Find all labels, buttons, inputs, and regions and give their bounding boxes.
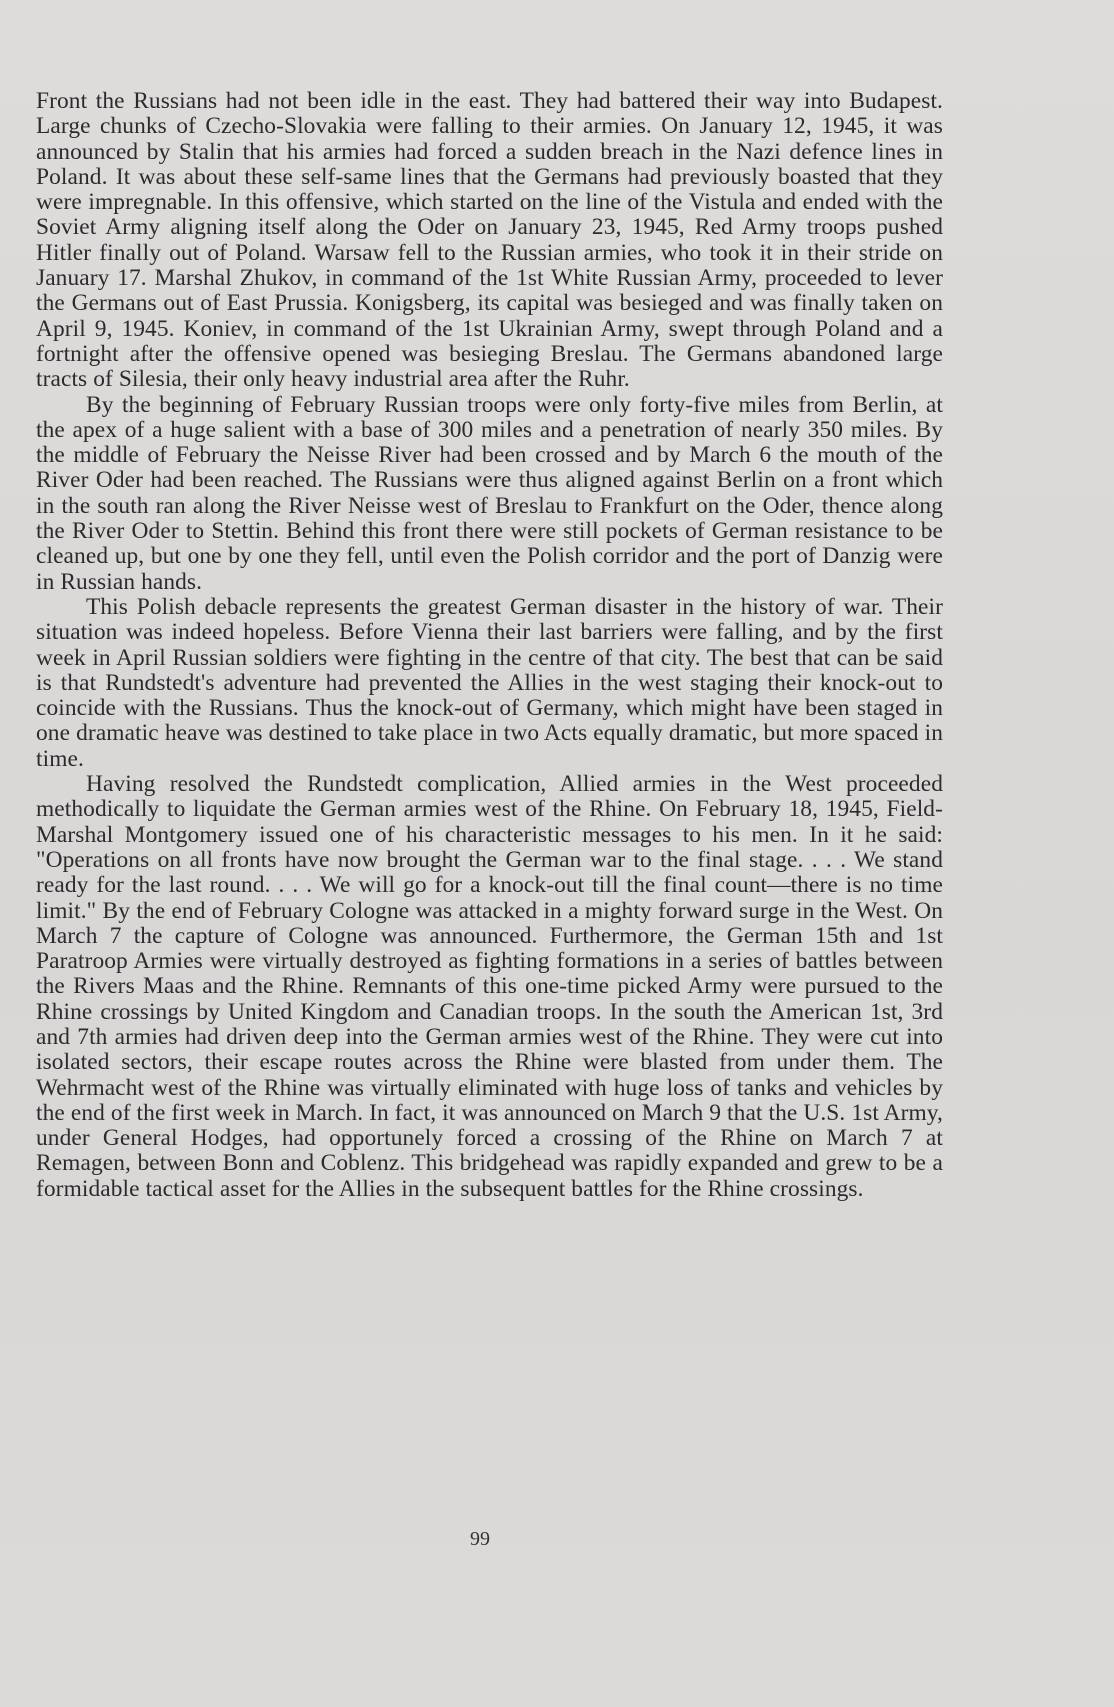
page-number: 99 (470, 1528, 490, 1550)
paragraph-2: By the beginning of February Russian troops were only forty-five miles from Berlin, at the apex of a huge salient with a base of 300 miles and a penetration of nearly 350 miles. By the middle of February the Neisse River had been crossed and by March 6 the mouth of the River Oder had been reached. The Russians were thus aligned against Berlin on a front which in the south ran along the River Neisse west of Breslau to Frankfurt on the Oder, thence along the River Oder to Stettin. Behind this front there were still pockets of German resistance to be cleaned up, but one by one they fell, until even the Polish corridor and the port of Danzig were in Russian hands. (36, 391, 943, 595)
paragraph-4: Having resolved the Rundstedt complication, Allied armies in the West proceeded methodically to liquidate the German armies west of the Rhine. On February 18, 1945, Field-Marshal Montgomery issued one of his characteristic messages to his men. In it he said: "Operations on all fronts have now brought the German war to the final stage. . . . We stand ready for the last round. . . . We will go for a knock-out till the final count—there is no time limit." By the end of February Cologne was attacked in a mighty forward surge in the West. On March 7 the capture of Cologne was announced. Furthermore, the German 15th and 1st Paratroop Armies were virtually destroyed as fighting formations in a series of battles between the Rivers Maas and the Rhine. Remnants of this one-time picked Army were pursued to the Rhine crossings by United Kingdom and Canadian troops. In the south the American 1st, 3rd and 7th armies had driven deep into the German armies west of the Rhine. They were cut into isolated sectors, their escape routes across the Rhine were blasted from under them. The Wehrmacht west of the Rhine was virtually eliminated with huge loss of tanks and vehicles by the end of the first week in March. In fact, it was announced on March 9 that the U.S. 1st Army, under General Hodges, had opportunely forced a crossing of the Rhine on March 7 at Remagen, between Bonn and Coblenz. This bridgehead was rapidly expanded and grew to be a formidable tactical asset for the Allies in the subsequent battles for the Rhine crossings. (36, 771, 943, 1202)
paragraph-3: This Polish debacle represents the greatest German disaster in the history of war. Their situation was indeed hopeless. Before Vienna their last barriers were falling, and by the first week in April Russian soldiers were fighting in the centre of that city. The best that can be said is that Rundstedt's adventure had prevented the Allies in the west staging their knock-out to coincide with the Russians. Thus the knock-out of Germany, which might have been staged in one dramatic heave was destined to take place in two Acts equally dramatic, but more spaced in time. (36, 593, 943, 772)
body-text (36, 89, 943, 1202)
paragraph-1: Front the Russians had not been idle in the east. They had battered their way into Budapest. Large chunks of Czecho-Slovakia were falling to their armies. On January 12, 1945, it was announced by Stalin that his armies had forced a sudden breach in the Nazi defence lines in Poland. It was about these self-same lines that the Germans had previously boasted that they were impregnable. In this offensive, which started on the line of the Vistula and ended with the Soviet Army aligning itself along the Oder on January 23, 1945, Red Army troops pushed Hitler finally out of Poland. Warsaw fell to the Russian armies, who took it in their stride on January 17. Marshal Zhukov, in command of the 1st White Russian Army, proceeded to lever the Germans out of East Prussia. Konigsberg, its capital was besieged and was finally taken on April 9, 1945. Koniev, in command of the 1st Ukrainian Army, swept through Poland and a fortnight after the offensive opened was besieging Breslau. The Germans abandoned large tracts of Silesia, their only heavy industrial area after the Ruhr. (36, 88, 943, 393)
